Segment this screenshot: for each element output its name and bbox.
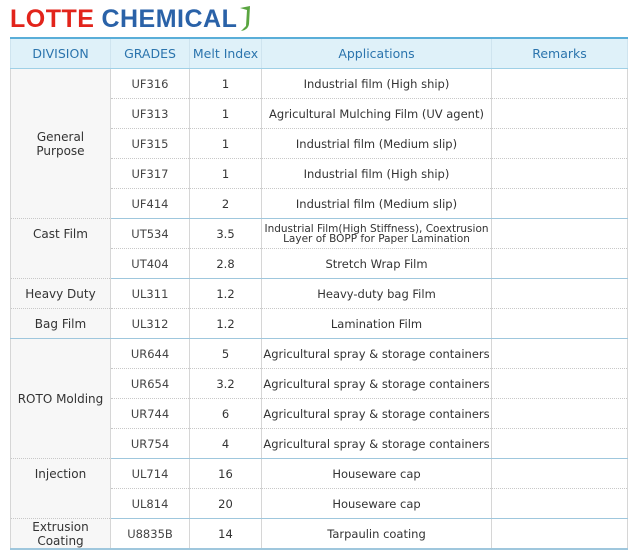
header-division: DIVISION	[11, 38, 111, 69]
remarks-cell	[492, 459, 628, 489]
melt-index-cell: 1.2	[190, 279, 262, 309]
grade-cell: UR654	[111, 369, 190, 399]
division-cast-film: Cast Film	[11, 219, 111, 279]
grade-cell: UR754	[111, 429, 190, 459]
table-row	[11, 219, 628, 249]
remarks-cell	[492, 369, 628, 399]
table-row	[11, 459, 628, 489]
melt-index-cell: 1	[190, 129, 262, 159]
melt-index-cell: 16	[190, 459, 262, 489]
division-roto-molding: ROTO Molding	[11, 339, 111, 459]
application-cell: Tarpaulin coating	[262, 519, 492, 550]
application-cell: Stretch Wrap Film	[262, 249, 492, 279]
leaf-icon	[238, 4, 252, 32]
melt-index-cell: 14	[190, 519, 262, 550]
grade-cell: UT404	[111, 249, 190, 279]
division-extrusion-coating: Extrusion Coating	[11, 519, 111, 550]
grade-cell: UF317	[111, 159, 190, 189]
application-cell: Industrial film (Medium slip)	[262, 189, 492, 219]
header-melt-index: Melt Index	[190, 38, 262, 69]
melt-index-cell: 1	[190, 99, 262, 129]
remarks-cell	[492, 69, 628, 99]
grade-cell: UL311	[111, 279, 190, 309]
remarks-cell	[492, 429, 628, 459]
application-cell: Industrial film (High ship)	[262, 159, 492, 189]
logo-word-lotte: LOTTE	[10, 5, 95, 33]
table-header-row	[11, 38, 628, 69]
remarks-cell	[492, 309, 628, 339]
division-general-purpose: General Purpose	[11, 69, 111, 219]
application-cell: Houseware cap	[262, 459, 492, 489]
melt-index-cell: 20	[190, 489, 262, 519]
division-injection: Injection	[11, 459, 111, 519]
melt-index-cell: 3.5	[190, 219, 262, 249]
application-cell: Agricultural spray & storage containers	[262, 429, 492, 459]
lotte-chemical-logo	[10, 4, 252, 34]
application-cell: Agricultural spray & storage containers	[262, 399, 492, 429]
melt-index-cell: 1.2	[190, 309, 262, 339]
application-cell: Agricultural spray & storage containers	[262, 339, 492, 369]
header-remarks: Remarks	[492, 38, 628, 69]
table-row	[11, 69, 628, 99]
remarks-cell	[492, 489, 628, 519]
division-heavy-duty: Heavy Duty	[11, 279, 111, 309]
grade-cell: UF414	[111, 189, 190, 219]
remarks-cell	[492, 129, 628, 159]
melt-index-cell: 4	[190, 429, 262, 459]
melt-index-cell: 3.2	[190, 369, 262, 399]
grade-cell: UT534	[111, 219, 190, 249]
grade-cell: UL312	[111, 309, 190, 339]
application-cell: Industrial film (High ship)	[262, 69, 492, 99]
product-grades-table	[10, 37, 628, 550]
table-row	[11, 279, 628, 309]
header-grades: GRADES	[111, 38, 190, 69]
remarks-cell	[492, 279, 628, 309]
melt-index-cell: 1	[190, 159, 262, 189]
application-cell	[262, 219, 492, 249]
application-line-1: Industrial Film(High Stiffness), Coextrusion	[264, 222, 489, 235]
table-row	[11, 519, 628, 550]
division-bag-film: Bag Film	[11, 309, 111, 339]
logo-word-chemical: CHEMICAL	[101, 5, 238, 33]
melt-index-cell: 5	[190, 339, 262, 369]
header-applications: Applications	[262, 38, 492, 69]
grade-cell: UR744	[111, 399, 190, 429]
application-cell: Agricultural Mulching Film (UV agent)	[262, 99, 492, 129]
remarks-cell	[492, 159, 628, 189]
remarks-cell	[492, 99, 628, 129]
grade-cell: UF316	[111, 69, 190, 99]
melt-index-cell: 2	[190, 189, 262, 219]
application-cell: Agricultural spray & storage containers	[262, 369, 492, 399]
remarks-cell	[492, 189, 628, 219]
application-cell: Lamination Film	[262, 309, 492, 339]
application-cell: Heavy-duty bag Film	[262, 279, 492, 309]
grade-cell: UL814	[111, 489, 190, 519]
remarks-cell	[492, 399, 628, 429]
remarks-cell	[492, 219, 628, 249]
remarks-cell	[492, 519, 628, 550]
remarks-cell	[492, 339, 628, 369]
grade-cell: UF313	[111, 99, 190, 129]
grade-cell: UL714	[111, 459, 190, 489]
table-row	[11, 309, 628, 339]
application-cell: Industrial film (Medium slip)	[262, 129, 492, 159]
grade-cell: UR644	[111, 339, 190, 369]
melt-index-cell: 1	[190, 69, 262, 99]
melt-index-cell: 2.8	[190, 249, 262, 279]
grade-cell: UF315	[111, 129, 190, 159]
melt-index-cell: 6	[190, 399, 262, 429]
table-row	[11, 339, 628, 369]
application-cell: Houseware cap	[262, 489, 492, 519]
remarks-cell	[492, 249, 628, 279]
grade-cell: U8835B	[111, 519, 190, 550]
application-line-2: Layer of BOPP for Paper Lamination	[283, 232, 470, 245]
